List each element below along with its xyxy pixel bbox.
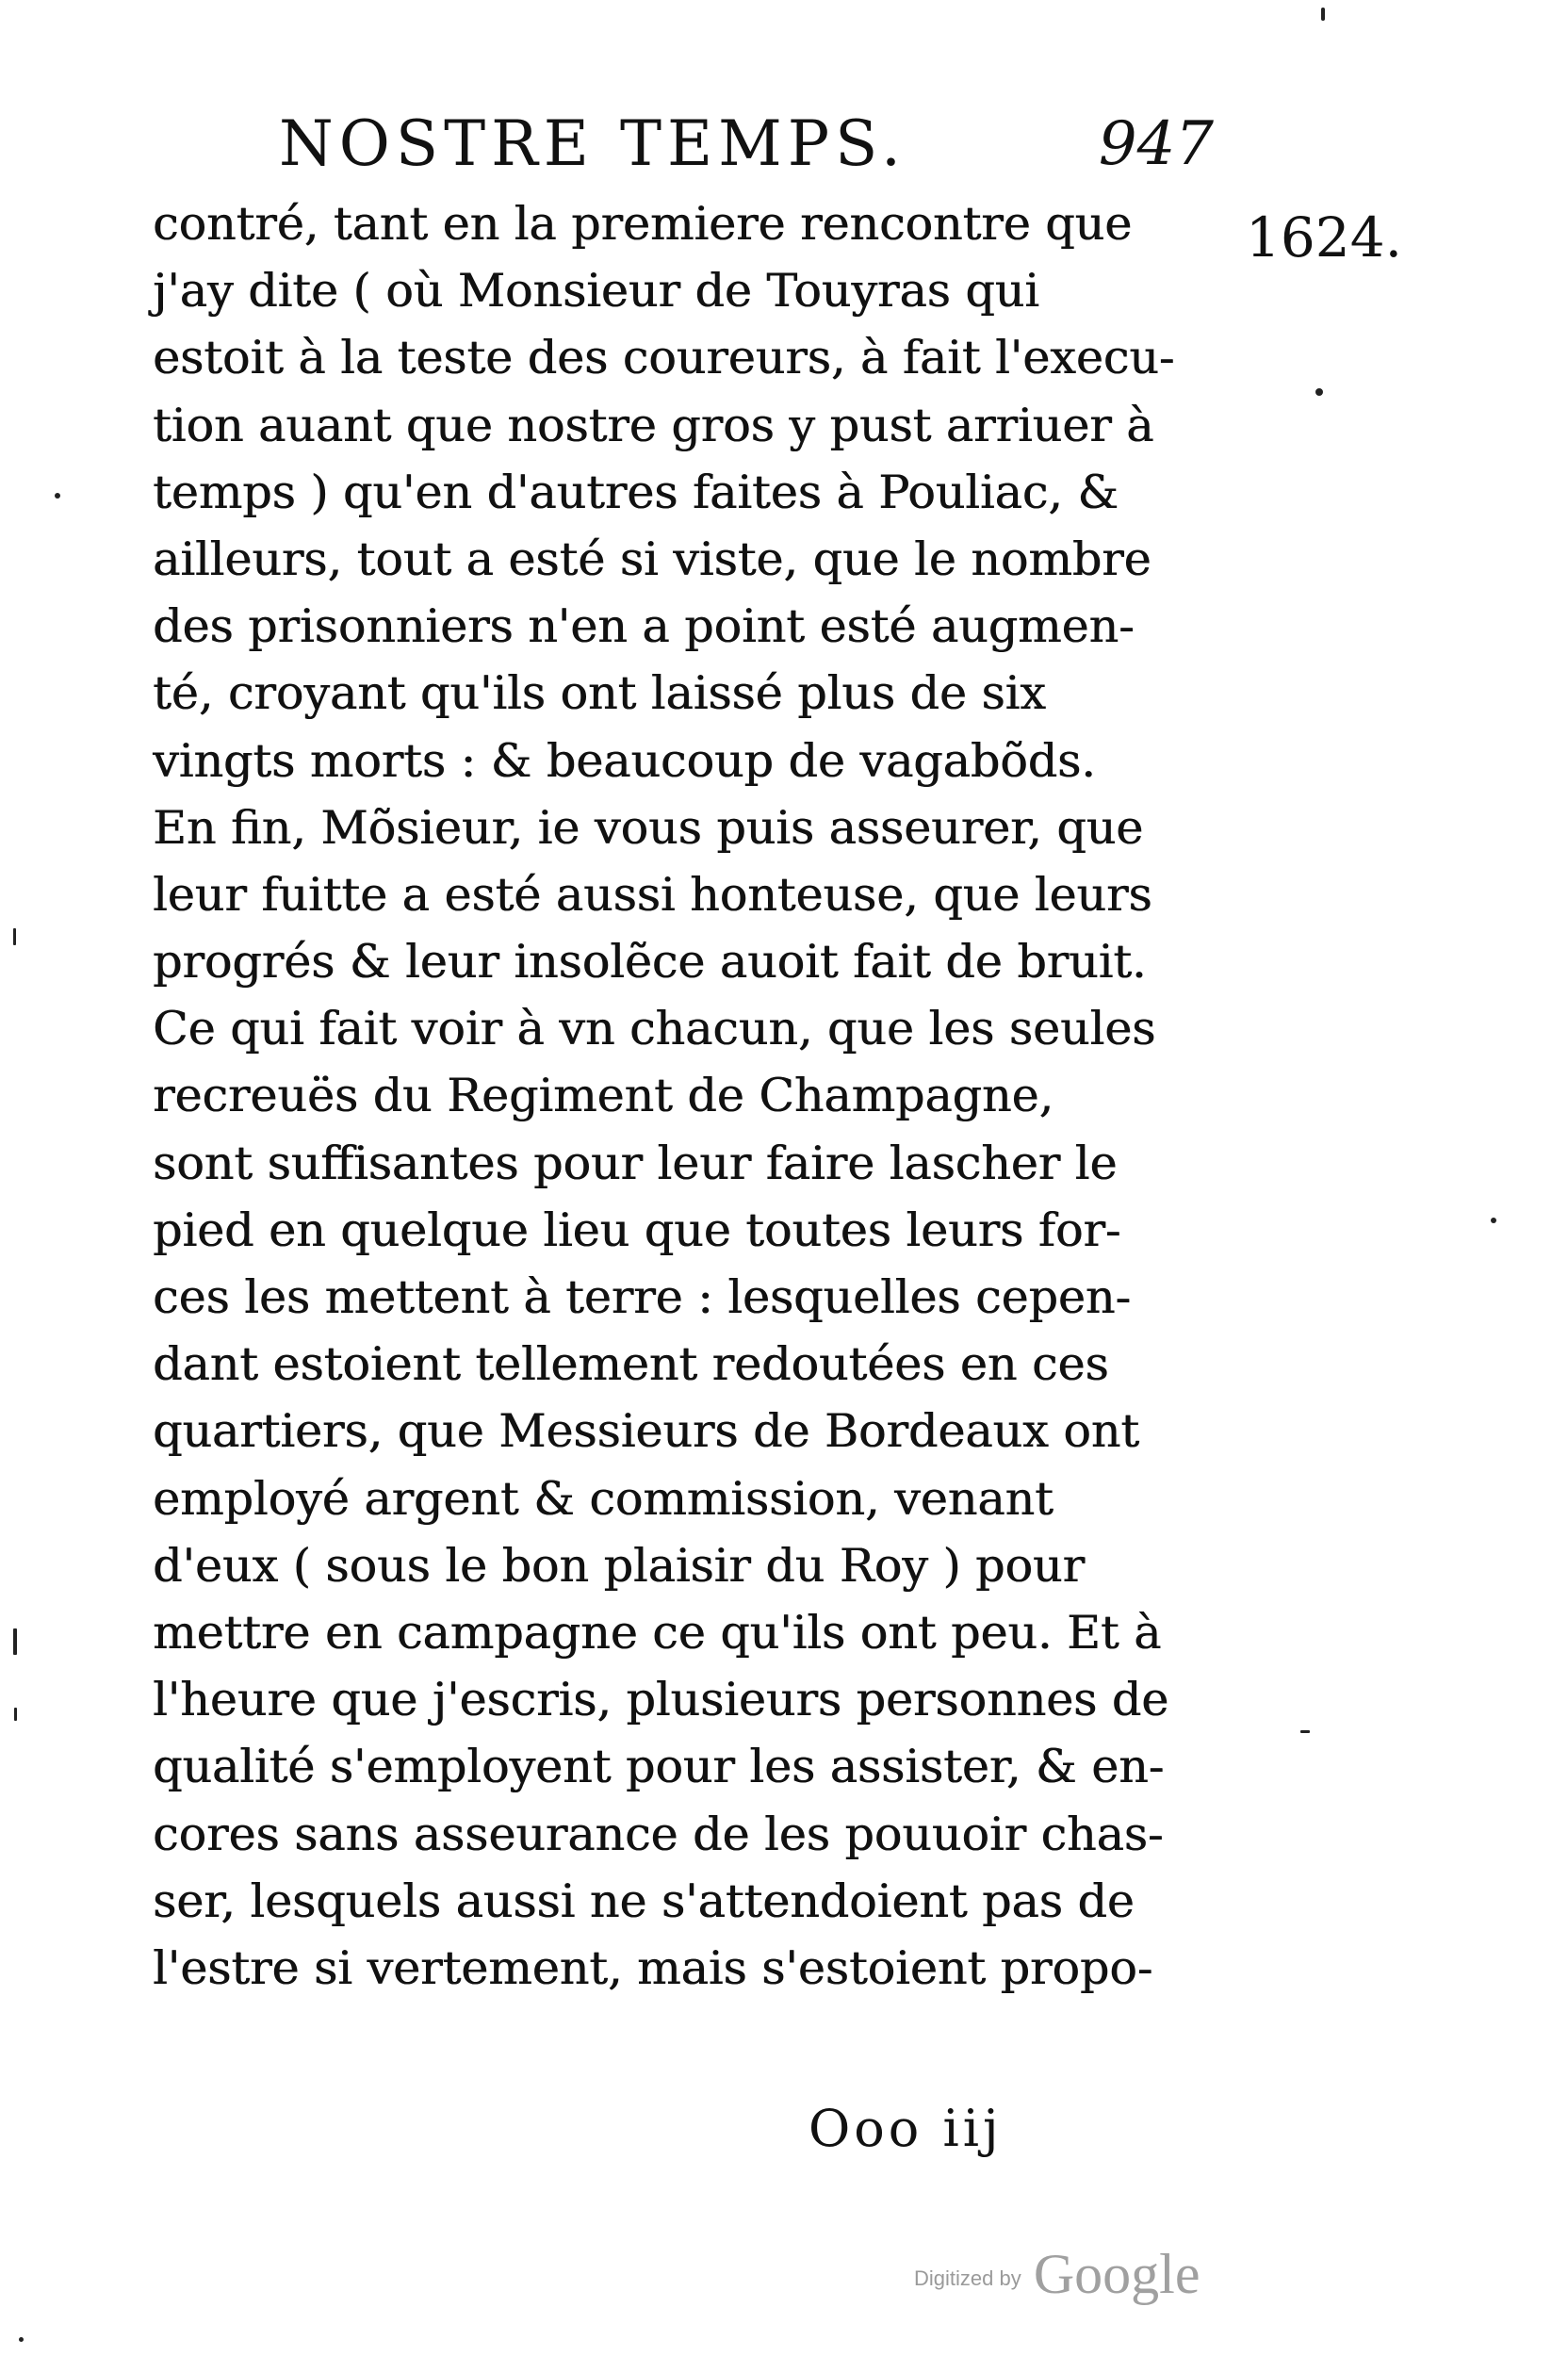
- scan-speck: [1491, 1218, 1496, 1223]
- text-line: quartiers, que Messieurs de Bordeaux ont: [153, 1404, 1139, 1459]
- scan-speck: [1300, 1730, 1310, 1733]
- text-line: té, croyant qu'ils ont laissé plus de six: [153, 666, 1046, 721]
- digitized-by-google-watermark: [914, 2241, 1200, 2316]
- page-header: [279, 102, 1240, 187]
- text-line: progrés & leur insolẽce auoit fait de bruit.: [153, 935, 1147, 990]
- text-line: l'estre si vertement, mais s'estoient propo-: [153, 1940, 1153, 1995]
- text-line: mettre en campagne ce qu'ils ont peu. Et à: [153, 1605, 1162, 1660]
- text-line: estoit à la teste des coureurs, à fait l'execu-: [153, 331, 1175, 385]
- scan-speck: [14, 1708, 17, 1721]
- text-line: des prisonniers n'en a point esté augmen-: [153, 599, 1135, 654]
- text-line: contré, tant en la premiere rencontre que: [153, 197, 1133, 251]
- text-line: cores sans asseurance de les pouuoir chas-: [153, 1807, 1164, 1861]
- text-line: sont suffisantes pour leur faire lascher le: [153, 1136, 1118, 1190]
- scan-speck: [1321, 8, 1325, 21]
- text-line: j'ay dite ( où Monsieur de Touyras qui: [153, 264, 1039, 319]
- text-line: d'eux ( sous le bon plaisir du Roy ) pour: [153, 1538, 1085, 1593]
- margin-year-note: 1624.: [1246, 205, 1403, 270]
- text-line: vingts morts : & beaucoup de vagabõds.: [153, 733, 1096, 788]
- signature-mark: Ooo iij: [808, 2099, 1003, 2158]
- page-number: 947: [1098, 109, 1214, 179]
- text-line: tion auant que nostre gros y pust arriuer à: [153, 398, 1154, 452]
- running-title: NOSTRE TEMPS.: [279, 107, 906, 180]
- text-line: temps ) qu'en d'autres faites à Pouliac, &: [153, 465, 1119, 519]
- scan-speck: [1315, 388, 1323, 396]
- text-line: ser, lesquels aussi ne s'attendoient pas de: [153, 1873, 1135, 1928]
- text-line: qualité s'employent pour les assister, & en-: [153, 1740, 1165, 1794]
- text-line: employé argent & commission, venant: [153, 1471, 1054, 1526]
- text-line: En fin, Mõsieur, ie vous puis asseurer, que: [153, 800, 1144, 855]
- text-line: dant estoient tellement redoutées en ces: [153, 1337, 1109, 1392]
- text-line: pied en quelque lieu que toutes leurs for-: [153, 1203, 1121, 1257]
- text-line: Ce qui fait voir à vn chacun, que les seules: [153, 1002, 1156, 1056]
- scan-speck: [13, 928, 16, 945]
- text-line: ces les mettent à terre : lesquelles cepen-: [153, 1270, 1131, 1324]
- text-line: recreuës du Regiment de Champagne,: [153, 1069, 1054, 1123]
- body-text: [153, 190, 1236, 2002]
- text-line: l'heure que j'escris, plusieurs personnes de: [153, 1673, 1169, 1727]
- scan-speck: [55, 493, 60, 499]
- google-logo: Google: [1033, 2243, 1200, 2305]
- scan-speck: [19, 2337, 24, 2342]
- watermark-prefix: Digitized by: [914, 2266, 1021, 2290]
- scan-speck: [13, 1628, 17, 1655]
- text-line: leur fuitte a esté aussi honteuse, que leurs: [153, 867, 1152, 922]
- text-line: ailleurs, tout a esté si viste, que le nombre: [153, 532, 1152, 586]
